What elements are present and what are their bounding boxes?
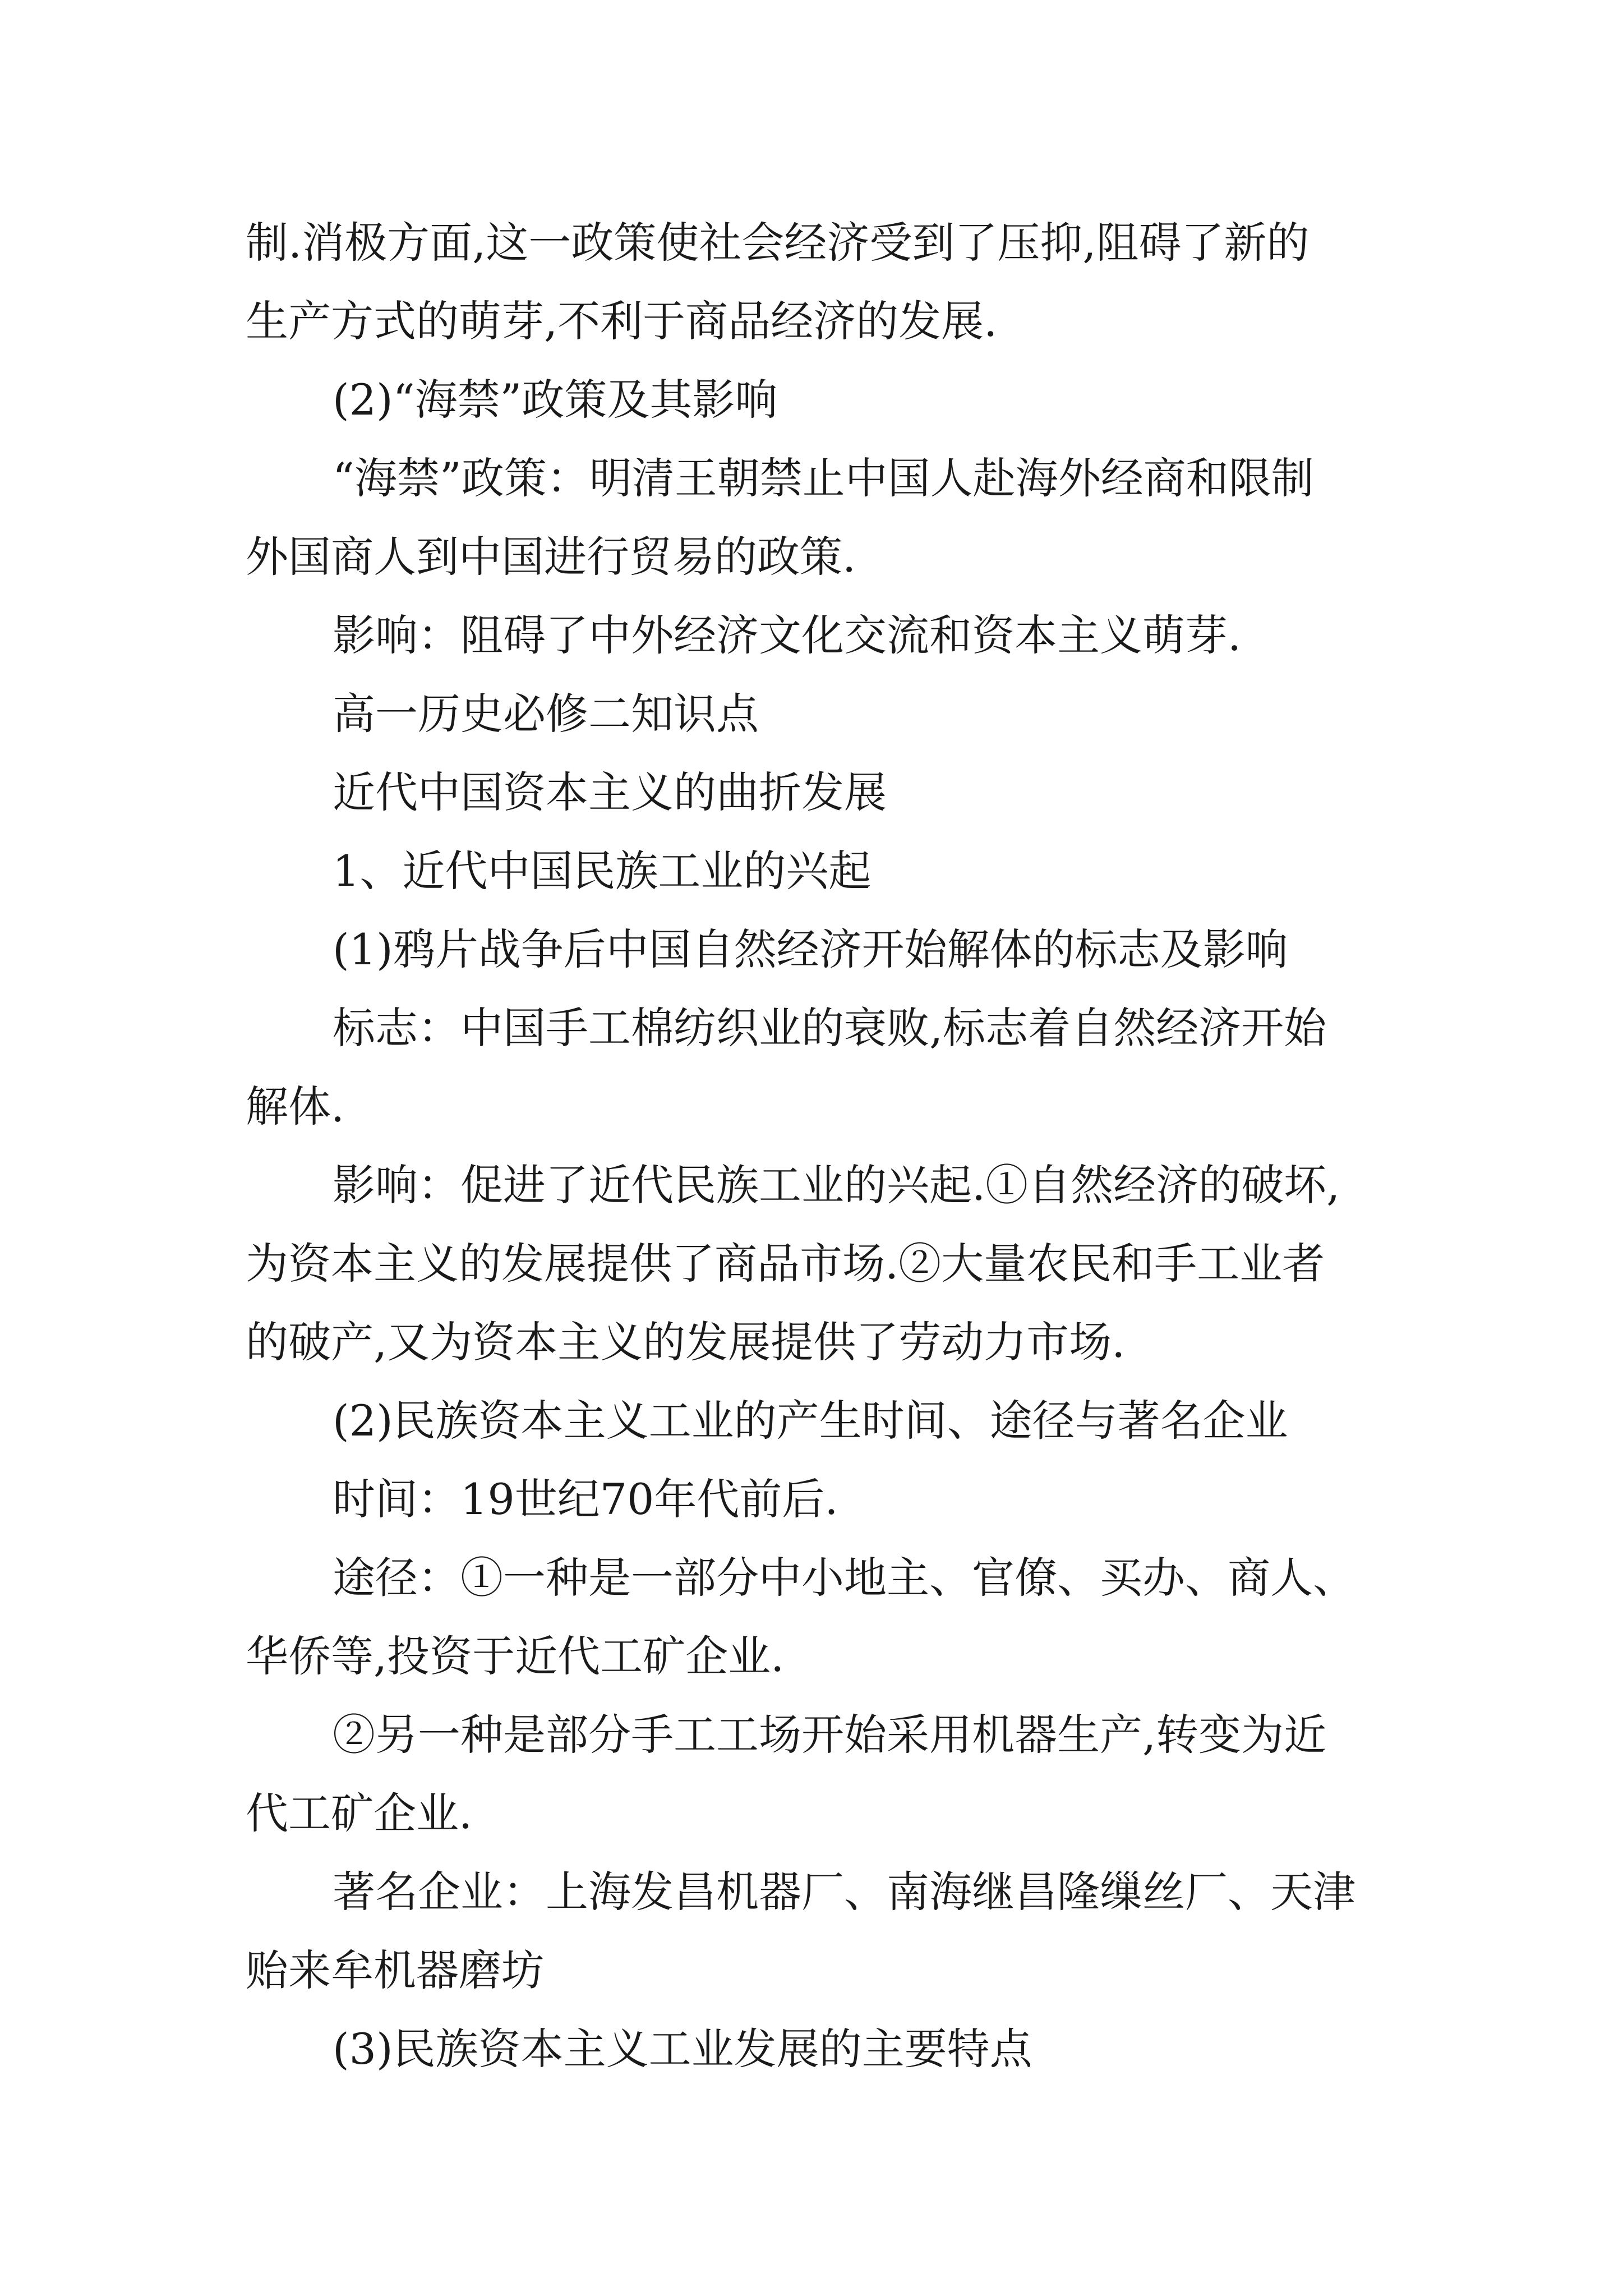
subsection-heading: (1)鸦片战争后中国自然经济开始解体的标志及影响 (333, 924, 1288, 974)
section-heading: (2)“海禁”政策及其影响 (333, 375, 778, 425)
subsection-heading: (2)民族资本主义工业的产生时间、途径与著名企业 (333, 1396, 1288, 1446)
section-heading: 1、近代中国民族工业的兴起 (333, 846, 872, 896)
body-text-line: 途径：①一种是一部分中小地主、官僚、买办、商人、 (333, 1553, 1355, 1603)
body-text-line: 著名企业：上海发昌机器厂、南海继昌隆缫丝厂、天津 (333, 1867, 1355, 1917)
body-text-line: 的破产,又为资本主义的发展提供了劳动力市场. (246, 1317, 1126, 1367)
chapter-heading: 近代中国资本主义的曲折发展 (333, 767, 887, 817)
body-text-line: 为资本主义的发展提供了商品市场.②大量农民和手工业者 (246, 1239, 1325, 1289)
body-text-line: 生产方式的萌芽,不利于商品经济的发展. (246, 296, 998, 346)
body-text-line: 时间：19世纪70年代前后. (333, 1474, 838, 1524)
body-text-line: 标志：中国手工棉纺织业的衰败,标志着自然经济开始 (333, 1003, 1327, 1053)
body-text-line: ②另一种是部分手工工场开始采用机器生产,转变为近 (333, 1710, 1327, 1760)
body-text-line: 制.消极方面,这一政策使社会经济受到了压抑,阻碍了新的 (246, 218, 1310, 268)
page-title: 高一历史必修二知识点 (333, 689, 759, 739)
body-text-line: 华侨等,投资于近代工矿企业. (246, 1631, 785, 1681)
body-text-line: 影响：促进了近代民族工业的兴起.①自然经济的破坏, (333, 1160, 1340, 1210)
body-text-line: 影响：阻碍了中外经济文化交流和资本主义萌芽. (333, 610, 1242, 660)
body-text-line: 外国商人到中国进行贸易的政策. (246, 532, 856, 582)
body-text-line: 代工矿企业. (246, 1788, 473, 1838)
subsection-heading: (3)民族资本主义工业发展的主要特点 (333, 2024, 1032, 2074)
body-text-line: 解体. (246, 1082, 345, 1131)
body-text-line: 贻来牟机器磨坊 (246, 1945, 544, 1995)
body-text-line: “海禁”政策：明清王朝禁止中国人赴海外经商和限制 (333, 453, 1314, 503)
